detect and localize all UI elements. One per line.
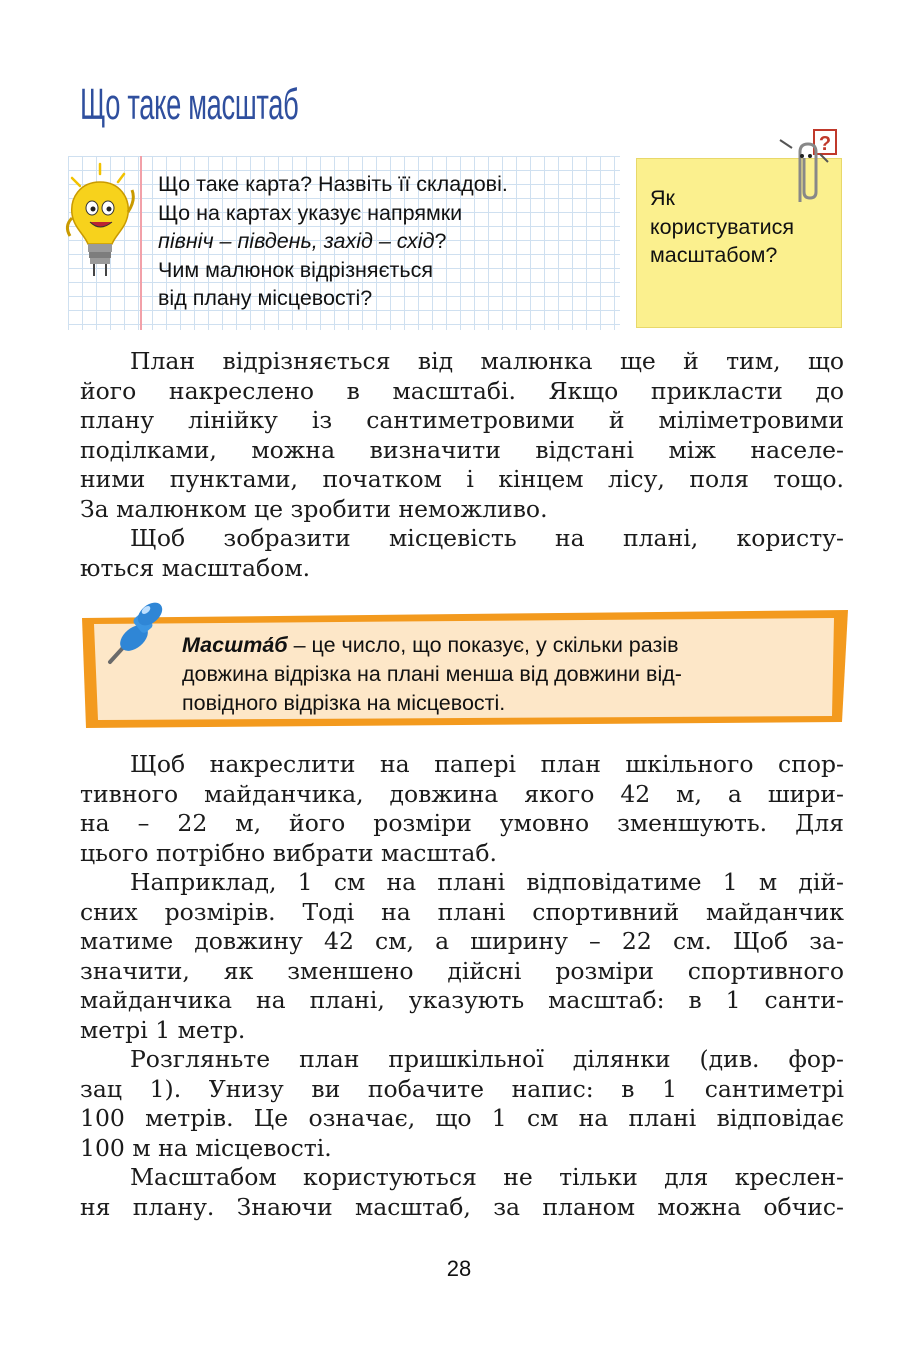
lightbulb-icon xyxy=(62,160,142,280)
text-line: цього потрібно вибрати масштаб. xyxy=(80,838,497,867)
definition-line xyxy=(182,631,830,660)
text-line: План відрізняється від малюнка ще й тим, що xyxy=(130,347,844,375)
note-line: Як xyxy=(650,186,675,210)
definition-text xyxy=(182,631,830,718)
text-line: Масштабом користуються не тільки для креслен- xyxy=(130,1163,844,1191)
text-line: сних розмірів. Тоді на плані спортивний майданчик xyxy=(80,897,844,926)
text-line: 100 метрів. Це означає, що 1 см на плані відповідає xyxy=(80,1104,844,1132)
text-line: на – 22 м, його розміри умовно зменшують. Для xyxy=(80,809,844,837)
text-line: 100 м на місцевості. xyxy=(80,1133,332,1162)
question-italic: північ – південь, захід – схід xyxy=(158,229,435,253)
question-line xyxy=(158,227,618,256)
text-line: плану лінійку із сантиметровими й міліметровими xyxy=(80,406,844,434)
text-line: Наприклад, 1 см на плані відповідатиме 1 м дій- xyxy=(130,868,844,896)
text-line: значити, як зменшено дійсні розміри спортивного xyxy=(80,956,844,985)
sticky-note-text xyxy=(650,184,840,270)
page-number: 28 xyxy=(446,1256,472,1281)
note-line: масштабом? xyxy=(650,243,778,267)
text-line: Щоб зобразити місцевість на плані, користу- xyxy=(130,524,844,552)
definition-line: довжина відрізка на плані менша від довжини від- xyxy=(182,662,682,686)
text-line: майданчика на плані, указують масштаб: в 1 санти- xyxy=(80,986,844,1014)
svg-text:?: ? xyxy=(818,133,832,155)
question-line: Чим малюнок відрізняється xyxy=(158,257,433,282)
text-line: ня плану. Знаючи масштаб, за планом можна обчис- xyxy=(80,1192,844,1221)
intro-paragraph xyxy=(80,347,844,583)
body-paragraphs xyxy=(80,750,844,1222)
note-line: користуватися xyxy=(650,214,795,239)
text-line: Розгляньте план пришкільної ділянки (див. фор- xyxy=(130,1045,844,1073)
text-line: ними пунктами, початком і кінцем лісу, поля тощо. xyxy=(80,465,844,493)
question-list xyxy=(158,170,618,313)
text-line: зац 1). Унизу ви побачите напис: в 1 сантиметрі xyxy=(80,1074,844,1103)
question-line: від плану місцевості? xyxy=(158,286,373,310)
definition-term: Масшта́б xyxy=(182,633,288,657)
question-line: Що на картах указує напрямки xyxy=(158,200,463,225)
text-line: його накреслено в масштабі. Якщо прикласти до xyxy=(80,376,844,405)
text-line: ються масштабом. xyxy=(80,553,311,582)
text-line: матиме довжину 42 см, а ширину – 22 см. Щоб за- xyxy=(80,927,844,955)
text-line: метрі 1 метр. xyxy=(80,1015,246,1044)
question-line: Що таке карта? Назвіть її складові. xyxy=(158,172,508,196)
question-mark: ? xyxy=(434,229,447,253)
pushpin-icon xyxy=(100,600,170,670)
definition-line: повідного відрізка на місцевості. xyxy=(182,691,506,715)
text-line: Щоб накреслити на папері план шкільного спор- xyxy=(130,750,844,778)
page-title: Що таке масштаб xyxy=(80,80,299,129)
text-line: тивного майданчика, довжина якого 42 м, а шири- xyxy=(80,779,844,808)
text-line: За малюнком це зробити неможливо. xyxy=(80,494,548,523)
definition-tail: – це число, що показує, у скільки разів xyxy=(287,633,679,657)
text-line: поділками, можна визначити відстані між населе- xyxy=(80,435,844,464)
